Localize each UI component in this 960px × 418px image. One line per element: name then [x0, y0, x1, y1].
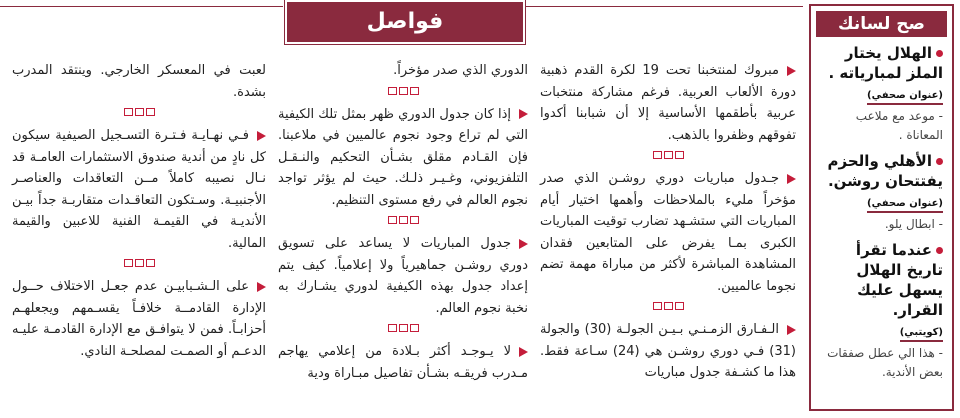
sidebar-box [809, 4, 954, 411]
col1-paragraph-2: جـدول مباريات دوري روشـن الذي صدر مؤخراً مليء بالملاحظات وأهمها اختيار أيام المباريات التي ستشـهد تضارب توقيت المباريات الكبرى بمـا يفرض على المتابعين فقدان المشاهدة المباشرة لأكثر من مباراة مهمة تضم نجوما عالميين. [540, 171, 796, 294]
sidebar-title: صح لسانك [816, 11, 947, 37]
section-title: فواصل [285, 0, 525, 44]
sidebar-headline: الهلال يختار الملز لمبارياته . [828, 44, 943, 82]
col2-paragraph-3: لا يـوجـد أكثر بـلادة من إعلامي يهاجم مـدرب فريقـه بشـأن تفاصيل مبـاراة ودية [278, 344, 528, 381]
top-rule-right [523, 6, 803, 7]
sidebar-headline: عندما تقرأ تاريخ الهلال يسهل عليك القرار. [855, 241, 943, 319]
separator [278, 215, 528, 229]
sidebar-item [811, 43, 952, 145]
column-2 [278, 60, 528, 418]
bullet-dot-icon [936, 158, 943, 165]
bullet-dot-icon [936, 50, 943, 57]
arrow-marker-icon [257, 131, 266, 141]
separator [540, 150, 796, 164]
top-rule-left [0, 6, 283, 7]
arrow-marker-icon [519, 109, 528, 119]
separator [12, 258, 266, 272]
col2-paragraph-1: إذا كان جدول الدوري ظهر بمثل تلك الكيفية التي لم تراع وجود نجوم عالميين في ملاعبنا. فإن القـادم مقلق بشـأن التحكيم والنـقـل التلفزيوني، وغـيـر ذلـك. حيث لم يؤثر تواجد نجوم العالم في رفع مستوى التنظيم. [278, 106, 528, 208]
arrow-marker-icon [519, 239, 528, 249]
col3-paragraph-1: فـي نهـايـة فـتـرة التسـجيل الصيفية سيكون كل نادٍ من أندية صندوق الاستثمارات العامـة قد نـال نصيبه كاملاً مــن التعاقدات والعناصـر الأجنبيـة. وسـتكون التعاقـدات متقاربـة جداً بيـن الأنديـة في القيمـة الفنية للاعبين والقيمة المالية. [12, 128, 266, 251]
separator [540, 301, 796, 315]
bullet-dot-icon [936, 247, 943, 254]
arrow-marker-icon [257, 282, 266, 292]
sidebar-item [811, 240, 952, 382]
arrow-marker-icon [787, 174, 796, 184]
sidebar-source: (كويتبي) [900, 326, 943, 342]
arrow-marker-icon [787, 66, 796, 76]
col3-paragraph-2: على الـشـبابيـن عدم جعـل الاختلاف حــول الإدارة القادمــة خلافـاً يقسـمهم ويجعلهـم أحزابـاً. فمن لا يتوافـق مع الإدارة القادمـة عليـه الدعـم أو الصمـت لمصلحـة النادي. [12, 279, 266, 359]
separator [278, 86, 528, 100]
col2-paragraph-2: جدول المباريات لا يساعد على تسويق دوري روشـن جماهيرياً ولا إعلامياً. كيف يتم إعداد جدول بهذه الكيفية لدوري يشـارك به نخبة نجوم العالم. [278, 236, 528, 316]
arrow-marker-icon [519, 347, 528, 357]
sidebar-comment: - هذا الي عطل صفقات بعض الأندية. [827, 346, 943, 379]
col1-paragraph-1: مبروك لمنتخبنا تحت 19 لكرة القدم ذهبية دورة الألعاب العربية. فرغم مشاركة منتخبات عربية بأطقمها الأساسية إلا أن شبابنا أكدوا تفوقهم وظفروا بالذهب. [540, 63, 796, 143]
arrow-marker-icon [787, 325, 796, 335]
column-1 [540, 60, 796, 418]
col2-continuation: الدوري الذي صدر مؤخراً. [393, 63, 528, 78]
separator [278, 323, 528, 337]
sidebar-comment: - ابطال يلو. [884, 217, 943, 231]
column-3 [12, 60, 266, 418]
sidebar-source: (عنوان صحفي) [867, 89, 943, 105]
sidebar-headline: الأهلي والحزم يفتتحان روشن. [827, 152, 943, 190]
separator [12, 107, 266, 121]
col3-continuation: لعبت في المعسكر الخارجي. وينتقد المدرب بشدة. [12, 63, 266, 100]
sidebar-source: (عنوان صحفي) [867, 197, 943, 213]
sidebar-item [811, 151, 952, 234]
col1-paragraph-3: الـفـارق الزمـنـي بـيـن الجولـة (30) والجولة (31) فـي دوري روشـن هي (24) سـاعة فقط. هذا ما كشـفة جدول مباريات [540, 322, 796, 380]
sidebar-comment: - موعد مع ملاعب المعاناة . [855, 109, 943, 142]
